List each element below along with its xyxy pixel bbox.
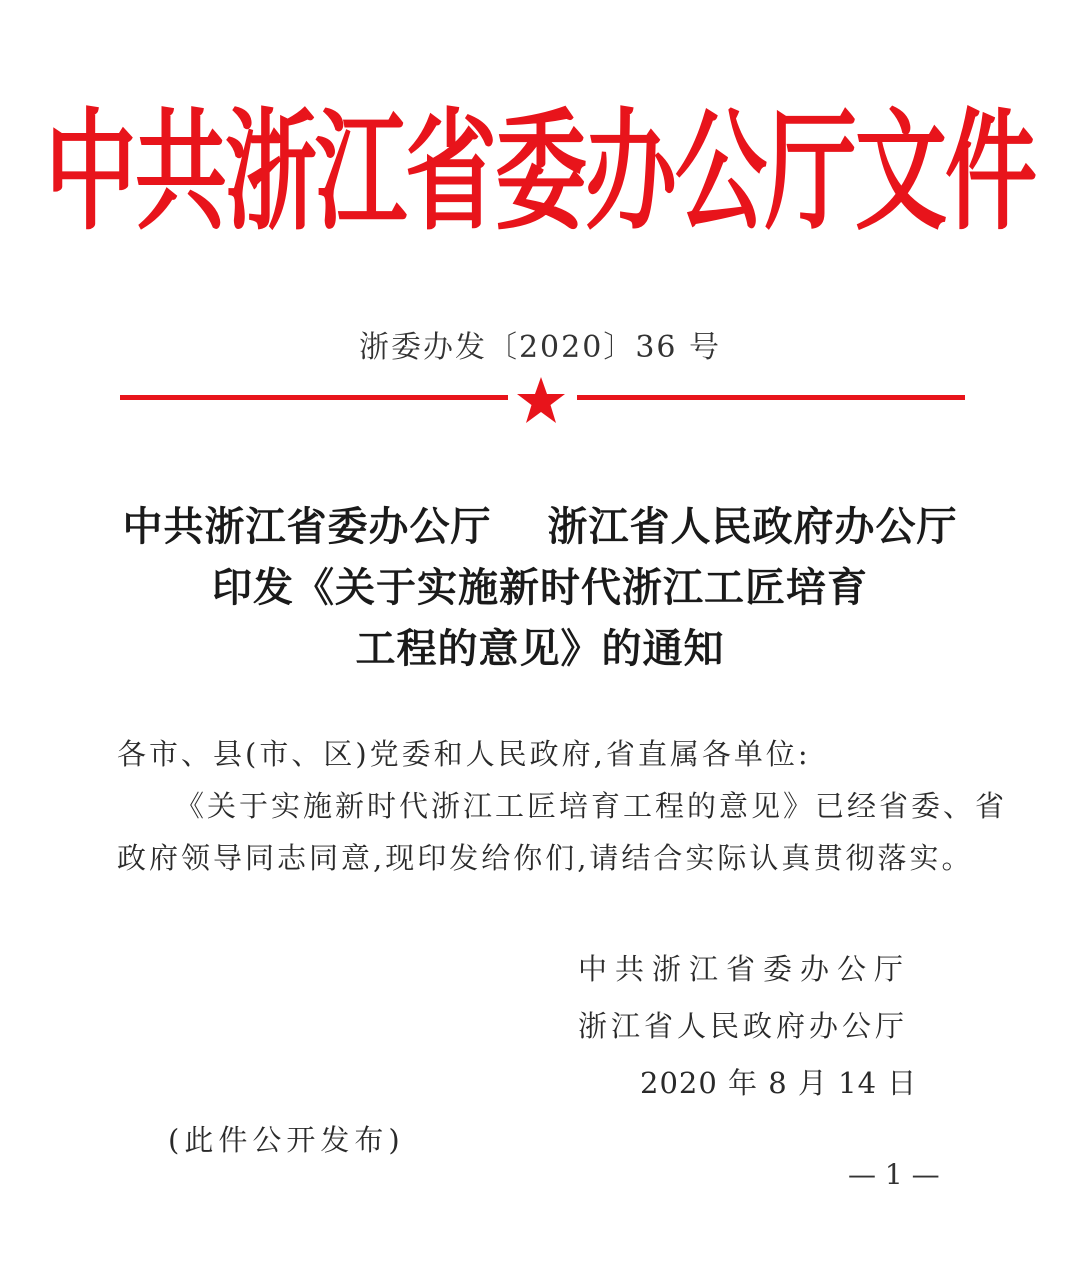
signature-org-1: 中共浙江省委办公厅 (578, 952, 912, 986)
red-star-icon (516, 375, 566, 425)
body-paragraph-line-2: 政府领导同志同意,现印发给你们,请结合实际认真贯彻落实。 (117, 841, 974, 875)
signature-date: 2020 年 8 月 14 日 (640, 1066, 918, 1100)
document-title-line-2: 印发《关于实施新时代浙江工匠培育 (212, 564, 868, 611)
red-divider-left (120, 395, 508, 400)
document-number: 浙委办发〔2020〕36 号 (358, 330, 722, 365)
signature-org-2: 浙江省人民政府办公厅 (578, 1009, 909, 1043)
salutation: 各市、县(市、区)党委和人民政府,省直属各单位: (117, 737, 811, 771)
page-number: — 1 — (848, 1158, 940, 1191)
document-title-line-1: 中共浙江省委办公厅 浙江省人民政府办公厅 (122, 503, 958, 550)
document-title-line-3: 工程的意见》的通知 (355, 625, 725, 672)
document-masthead: 中共浙江省委办公厅文件 (44, 96, 1035, 249)
red-divider-right (577, 395, 965, 400)
body-paragraph-line-1: 《关于实施新时代浙江工匠培育工程的意见》已经省委、省 (175, 789, 1008, 823)
publication-note: (此件公开发布) (168, 1123, 405, 1157)
